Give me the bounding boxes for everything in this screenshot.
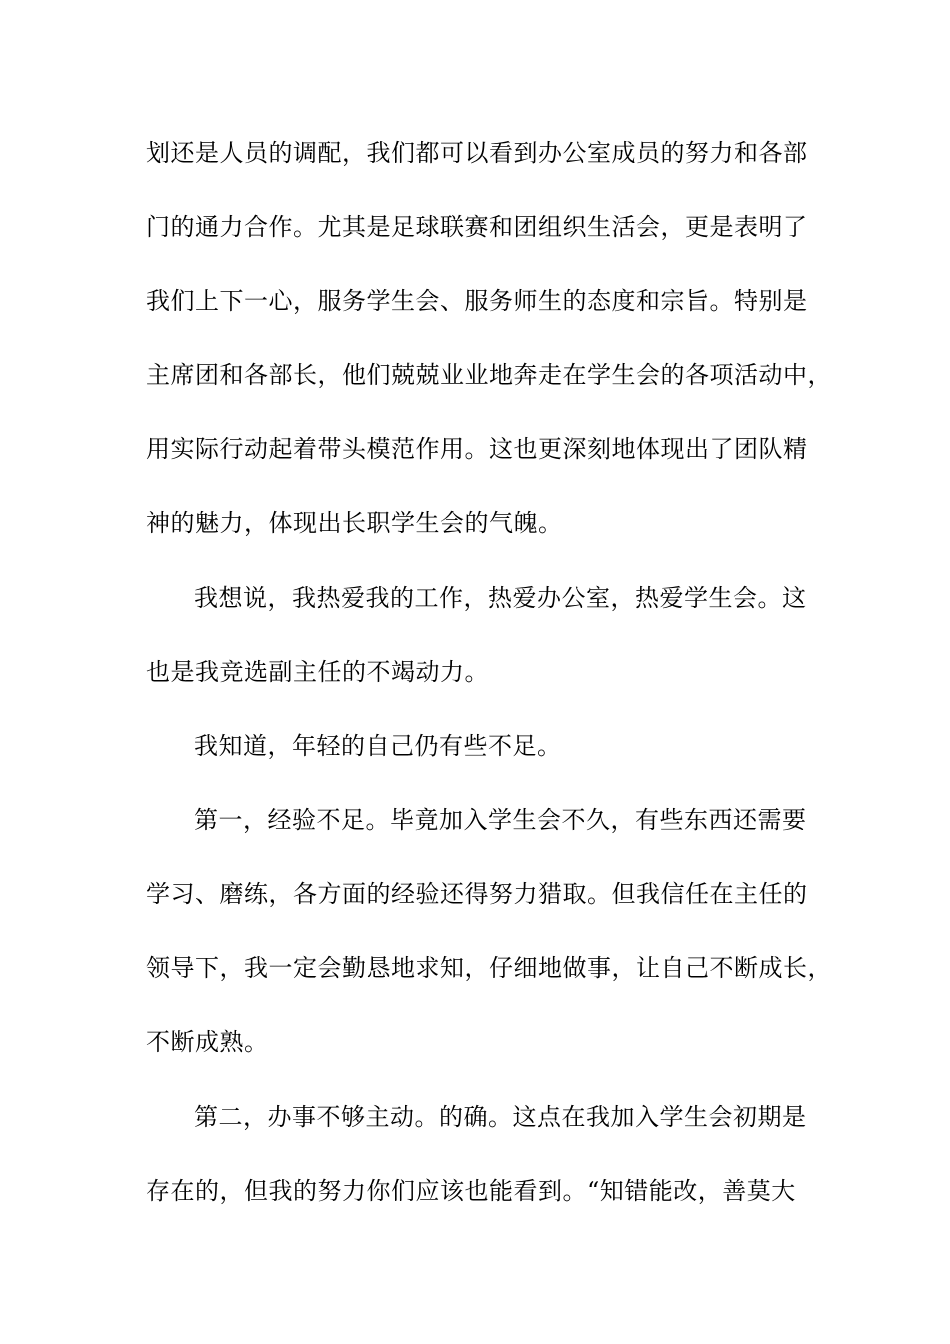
text-line: 划还是人员的调配，我们都可以看到办公室成员的努力和各部 bbox=[146, 139, 808, 167]
text-line: 领导下，我一定会勤恳地求知，仔细地做事，让自己不断成长， bbox=[146, 954, 832, 982]
text-line: 门的通力合作。尤其是足球联赛和团组织生活会，更是表明了 bbox=[146, 213, 808, 241]
text-line: 学习、磨练，各方面的经验还得努力猎取。但我信任在主任的 bbox=[146, 880, 808, 908]
text-line: 主席团和各部长，他们兢兢业业地奔走在学生会的各项活动中， bbox=[146, 361, 832, 389]
paragraph-first-line: 第二，办事不够主动。的确。这点在我加入学生会初期是 bbox=[194, 1103, 807, 1131]
text-line: 我们上下一心，服务学生会、服务师生的态度和宗旨。特别是 bbox=[146, 287, 808, 315]
text-line: 用实际行动起着带头模范作用。这也更深刻地体现出了团队精 bbox=[146, 435, 808, 463]
paragraph-first-line: 第一，经验不足。毕竟加入学生会不久，有些东西还需要 bbox=[194, 806, 807, 834]
text-line: 也是我竞选副主任的不竭动力。 bbox=[146, 658, 489, 686]
text-line: 存在的，但我的努力你们应该也能看到。“知错能改，善莫大 bbox=[146, 1177, 796, 1205]
text-line: 不断成熟。 bbox=[146, 1028, 269, 1056]
paragraph-first-line: 我想说，我热爱我的工作，热爱办公室，热爱学生会。这 bbox=[194, 584, 807, 612]
paragraph-first-line: 我知道，年轻的自己仍有些不足。 bbox=[194, 732, 562, 760]
text-line: 神的魅力，体现出长职学生会的气魄。 bbox=[146, 509, 563, 537]
